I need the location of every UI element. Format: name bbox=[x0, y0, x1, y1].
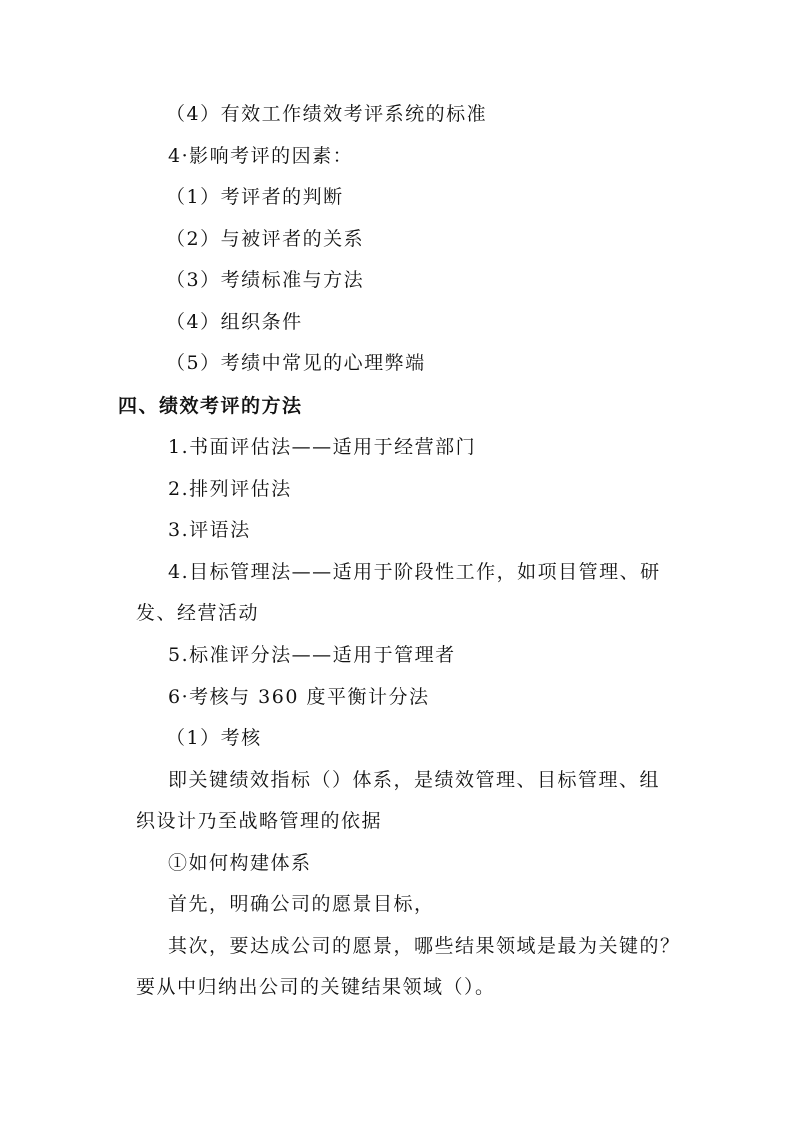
method-4: 4.目标管理法——适用于阶段性工作，如项目管理、研 bbox=[168, 561, 661, 583]
build-system-heading: ①如何构建体系 bbox=[168, 852, 312, 874]
section-heading-methods: 四、绩效考评的方法 bbox=[118, 395, 303, 417]
factor-item-1: （1）考评者的判断 bbox=[166, 186, 344, 208]
method-6: 6·考核与 360 度平衡计分法 bbox=[168, 686, 430, 708]
method-3: 3.评语法 bbox=[168, 519, 251, 541]
kpi-paragraph: 即关键绩效指标（）体系，是绩效管理、目标管理、组 bbox=[168, 769, 661, 791]
method-5: 5.标准评分法——适用于管理者 bbox=[168, 644, 456, 666]
first-step: 首先，明确公司的愿景目标， bbox=[168, 893, 435, 915]
kpi-paragraph-continued: 织设计乃至战略管理的依据 bbox=[136, 810, 383, 832]
second-step-continued: 要从中归纳出公司的关键结果领域（）。 bbox=[136, 976, 496, 998]
factor-item-4: （4）组织条件 bbox=[166, 311, 303, 333]
method-2: 2.排列评估法 bbox=[168, 478, 292, 500]
subitem-4-standard: （4）有效工作绩效考评系统的标准 bbox=[166, 103, 488, 125]
second-step: 其次，要达成公司的愿景，哪些结果领域是最为关键的？ bbox=[168, 935, 681, 957]
section-4-factors: 4·影响考评的因素： bbox=[168, 145, 354, 167]
factor-item-3: （3）考绩标准与方法 bbox=[166, 269, 365, 291]
method-4-continued: 发、经营活动 bbox=[136, 602, 260, 624]
factor-item-5: （5）考绩中常见的心理弊端 bbox=[166, 352, 426, 374]
method-1: 1.书面评估法——适用于经营部门 bbox=[168, 436, 477, 458]
subitem-1-assessment: （1）考核 bbox=[166, 727, 262, 749]
factor-item-2: （2）与被评者的关系 bbox=[166, 228, 365, 250]
